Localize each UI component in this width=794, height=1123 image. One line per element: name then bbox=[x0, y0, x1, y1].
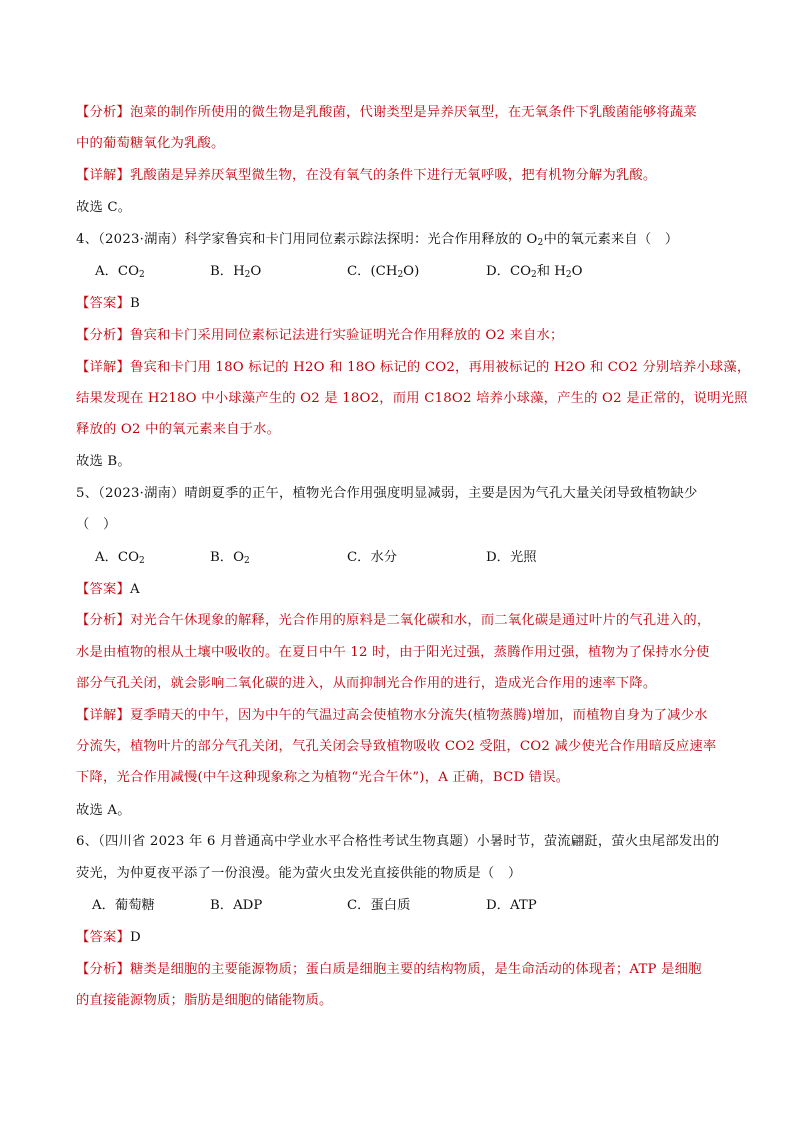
q4-stem-text: 4、（2023·湖南）科学家鲁宾和卡门用同位素示踪法探明：光合作用释放的 O bbox=[76, 232, 538, 247]
detail-tag: 【详解】 bbox=[76, 168, 130, 183]
q5-option-c: C．水分 bbox=[347, 550, 398, 565]
answer-value: A bbox=[130, 582, 140, 597]
q5-analysis-cont: 部分气孔关闭，就会影响二氧化碳的进入，从而抑制光合作用的进行，造成光合作用的速率下降。 bbox=[76, 676, 657, 691]
q5-detail-cont: 下降，光合作用减慢(中午这种现象称之为植物“光合午休”)，A 正确，BCD 错误。 bbox=[76, 770, 570, 785]
q4-detail-cont: 释放的 O2 中的氧元素来自于水。 bbox=[76, 422, 281, 437]
detail-tag: 【详解】 bbox=[76, 708, 130, 723]
q4-option-b: B．$H_2O$ bbox=[210, 264, 262, 280]
q6-option-a: A．葡萄糖 bbox=[92, 898, 155, 913]
analysis-tag: 【分析】 bbox=[76, 328, 130, 343]
q4-answer bbox=[76, 294, 140, 314]
q5-answer bbox=[76, 580, 140, 600]
detail-paragraph bbox=[76, 166, 656, 186]
q5-option-b: B．$O_2$ bbox=[210, 550, 250, 566]
detail-text: 鲁宾和卡门用 18O 标记的 H2O 和 18O 标记的 CO2，再用被标记的 H2O 和 CO2 分别培养小球藻， bbox=[130, 360, 751, 375]
answer-tag: 【答案】 bbox=[76, 582, 130, 597]
q4-analysis bbox=[76, 326, 564, 346]
analysis-text: 泡菜的制作所使用的微生物是乳酸菌，代谢类型是异养厌氧型，在无氧条件下乳酸菌能够将蔬菜 bbox=[130, 105, 697, 120]
detail-text: 乳酸菌是异养厌氧型微生物，在没有氧气的条件下进行无氧呼吸，把有机物分解为乳酸。 bbox=[130, 168, 657, 183]
analysis-text: 鲁宾和卡门采用同位素标记法进行实验证明光合作用释放的 O2 来自水； bbox=[130, 328, 564, 343]
q5-detail-cont: 分流失，植物叶片的部分气孔关闭，气孔关闭会导致植物吸收 CO2 受阻，CO2 减少使光合作用暗反应速率 bbox=[76, 739, 717, 754]
q4-stem-tail: 中的氧元素来自（ ） bbox=[543, 232, 679, 247]
question-6-stem-cont: 荧光，为仲夏夜平添了一份浪漫。能为萤火虫发光直接供能的物质是（ ） bbox=[76, 866, 522, 881]
analysis-tag: 【分析】 bbox=[76, 105, 130, 120]
choose-line: 故选 B。 bbox=[76, 454, 131, 469]
question-4-stem bbox=[76, 230, 678, 250]
q5-detail bbox=[76, 706, 708, 726]
q5-option-a: A．$CO_2$ bbox=[95, 550, 145, 566]
q6-analysis bbox=[76, 960, 702, 980]
q6-option-c: C．蛋白质 bbox=[347, 898, 411, 913]
analysis-paragraph bbox=[76, 103, 697, 123]
q6-option-b: B．ADP bbox=[210, 898, 263, 913]
question-5-stem-cont: （ ） bbox=[76, 517, 117, 532]
q4-stem-sub: 2 bbox=[537, 238, 544, 248]
analysis-tag: 【分析】 bbox=[76, 613, 130, 628]
answer-tag: 【答案】 bbox=[76, 930, 130, 945]
answer-value: B bbox=[130, 296, 140, 311]
answer-tag: 【答案】 bbox=[76, 296, 130, 311]
question-5-stem: 5、（2023·湖南）晴朗夏季的正午，植物光合作用强度明显减弱，主要是因为气孔大量关闭导致植物缺少 bbox=[76, 486, 698, 501]
answer-value: D bbox=[130, 930, 141, 945]
q5-analysis bbox=[76, 611, 710, 631]
question-6-stem: 6、（四川省 2023 年 6 月普通高中学业水平合格性考试生物真题）小暑时节，萤流翩跹，萤火虫尾部发出的 bbox=[76, 834, 720, 849]
q6-option-d: D．ATP bbox=[486, 898, 537, 913]
analysis-text-cont: 中的葡萄糖氧化为乳酸。 bbox=[76, 136, 225, 151]
q4-option-a: A．$CO_2$ bbox=[95, 264, 145, 280]
detail-text: 夏季晴天的中午，因为中午的气温过高会使植物水分流失(植物蒸腾)增加，而植物自身为了减少水 bbox=[130, 708, 708, 723]
analysis-tag: 【分析】 bbox=[76, 962, 130, 977]
q6-answer bbox=[76, 928, 141, 948]
analysis-text: 对光合午休现象的解释，光合作用的原料是二氧化碳和水，而二氧化碳是通过叶片的气孔进入的， bbox=[130, 613, 711, 628]
q5-analysis-cont: 水是由植物的根从土壤中吸收的。在夏日中午 12 时，由于阳光过强，蒸腾作用过强，植物为了保持水分使 bbox=[76, 645, 710, 660]
detail-tag: 【详解】 bbox=[76, 360, 130, 375]
q4-option-c: C．$(CH_2O)$ bbox=[347, 264, 420, 280]
q6-analysis-cont: 的直接能源物质；脂肪是细胞的储能物质。 bbox=[76, 993, 333, 1008]
q4-option-d: D．$CO_2$和 $H_2O$ bbox=[486, 264, 583, 280]
analysis-text: 糖类是细胞的主要能源物质；蛋白质是细胞主要的结构物质，是生命活动的体现者；ATP 是细胞 bbox=[130, 962, 702, 977]
choose-line: 故选 A。 bbox=[76, 803, 131, 818]
q4-detail bbox=[76, 358, 750, 378]
q4-detail-cont: 结果发现在 H218O 中小球藻产生的 O2 是 18O2，而用 C18O2 培养小球藻，产生的 O2 是正常的，说明光照 bbox=[76, 391, 748, 406]
q5-option-d: D．光照 bbox=[486, 550, 537, 565]
choose-line: 故选 C。 bbox=[76, 200, 132, 215]
